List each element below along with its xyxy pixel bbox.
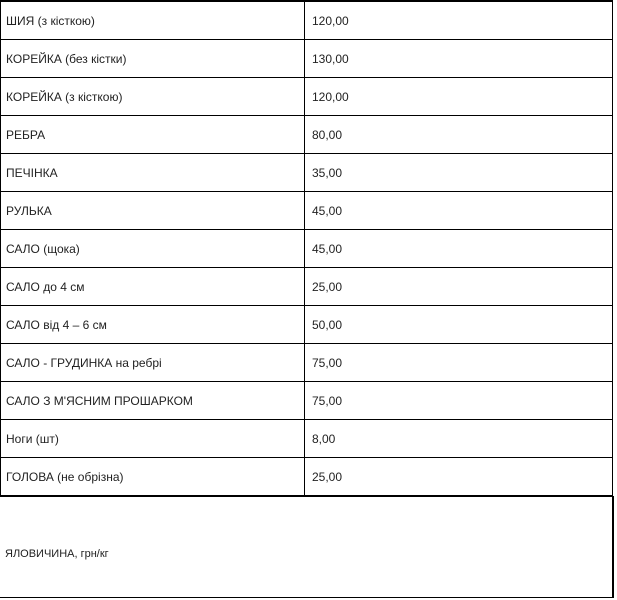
price-cell: 35,00 [305,154,613,192]
price-cell: 8,00 [305,420,613,458]
price-cell: 130,00 [305,40,613,78]
product-name-cell: САЛО до 4 см [1,268,305,306]
table-row [1,116,613,154]
price-table-body [1,1,613,496]
price-cell: 45,00 [305,192,613,230]
table-row [1,78,613,116]
table-row [1,420,613,458]
price-cell: 25,00 [305,458,613,497]
product-name-cell: ГОЛОВА (не обрізна) [1,458,305,497]
price-cell: 25,00 [305,268,613,306]
product-name-cell: САЛО (щока) [1,230,305,268]
product-name-cell: КОРЕЙКА (без кістки) [1,40,305,78]
product-name-cell: РЕБРА [1,116,305,154]
price-cell: 120,00 [305,78,613,116]
table-row [1,1,613,40]
product-name-cell: САЛО від 4 – 6 см [1,306,305,344]
price-cell: 75,00 [305,344,613,382]
product-name-cell: САЛО - ГРУДИНКА на ребрі [1,344,305,382]
product-name-cell: ШИЯ (з кісткою) [1,1,305,40]
table-row [1,344,613,382]
table-row [1,154,613,192]
product-name-cell: ПЕЧІНКА [1,154,305,192]
product-name-cell: САЛО З М'ЯСНИМ ПРОШАРКОМ [1,382,305,420]
product-name-cell: Ноги (шт) [1,420,305,458]
beef-section-title: ЯЛОВИЧИНА, грн/кг [5,548,109,560]
product-name-cell: КОРЕЙКА (з кісткою) [1,78,305,116]
price-cell: 50,00 [305,306,613,344]
table-row [1,382,613,420]
price-cell: 120,00 [305,1,613,40]
table-row [1,230,613,268]
price-cell: 75,00 [305,382,613,420]
table-row [1,40,613,78]
price-cell: 45,00 [305,230,613,268]
table-row [1,268,613,306]
product-name-cell: РУЛЬКА [1,192,305,230]
table-row [1,458,613,497]
price-cell: 80,00 [305,116,613,154]
beef-section-box [0,496,614,598]
table-row [1,192,613,230]
table-row [1,306,613,344]
